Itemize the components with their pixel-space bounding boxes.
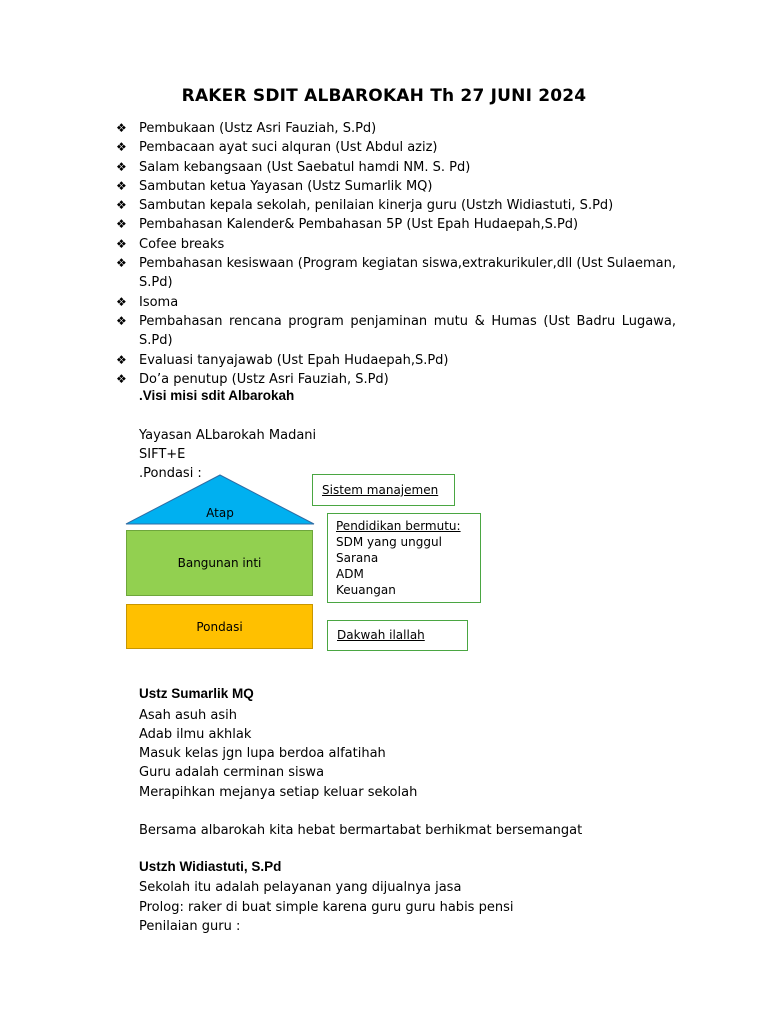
list-item: ❖ Do’a penutup (Ustz Asri Fauziah, S.Pd) [116, 370, 676, 389]
list-item: ❖ Cofee breaks [116, 235, 676, 254]
sumarlik-line: Masuk kelas jgn lupa berdoa alfatihah [139, 746, 386, 761]
diamond-bullet-icon: ❖ [116, 313, 127, 328]
pendidikan-bermutu-box [327, 513, 481, 603]
list-item: ❖ Pembukaan (Ustz Asri Fauziah, S.Pd) [116, 119, 676, 138]
diamond-bullet-icon: ❖ [116, 352, 127, 367]
visi-line: SIFT+E [139, 447, 186, 462]
list-item: ❖ Pembahasan kesiswaan (Program kegiatan siswa,extrakurikuler,dll (Ust Sulaeman, S.Pd) [116, 254, 676, 293]
pendidikan-item: Keuangan [336, 583, 396, 597]
list-item: ❖ Sambutan kepala sekolah, penilaian kinerja guru (Ustzh Widiastuti, S.Pd) [116, 196, 676, 215]
sistem-manajemen-box [312, 474, 455, 506]
diamond-bullet-icon: ❖ [116, 256, 127, 271]
sumarlik-line: Adab ilmu akhlak [139, 727, 252, 742]
sumarlik-line: Merapihkan mejanya setiap keluar sekolah [139, 785, 418, 800]
pondasi-label: Pondasi [196, 619, 243, 634]
dakwah-label: Dakwah ilallah [337, 628, 425, 642]
diamond-bullet-icon: ❖ [116, 121, 127, 135]
list-item: ❖ Isoma [116, 293, 676, 312]
bangunan-inti-label: Bangunan inti [177, 556, 262, 570]
diamond-bullet-icon: ❖ [116, 198, 127, 213]
sumarlik-closing: Bersama albarokah kita hebat bermartabat berhikmat bersemangat [139, 823, 583, 838]
bangunan-inti-box [126, 530, 313, 596]
pendidikan-item: Sarana [336, 551, 379, 565]
pendidikan-item: ADM [336, 567, 364, 581]
list-item: ❖ Sambutan ketua Yayasan (Ustz Sumarlik MQ) [116, 177, 676, 196]
diamond-bullet-icon: ❖ [116, 294, 127, 309]
widiastuti-line: Sekolah itu adalah pelayanan yang dijualnya jasa [139, 880, 462, 895]
atap-label: Atap [206, 506, 234, 520]
widiastuti-heading: Ustzh Widiastuti, S.Pd [139, 859, 282, 874]
dakwah-box [327, 620, 468, 651]
list-item: ❖ Pembacaan ayat suci alquran (Ust Abdul aziz) [116, 138, 676, 157]
pendidikan-item: SDM yang unggul [336, 535, 442, 549]
diamond-bullet-icon: ❖ [116, 159, 127, 174]
diamond-bullet-icon: ❖ [116, 371, 127, 386]
diamond-bullet-icon: ❖ [116, 236, 127, 251]
list-item: ❖ Evaluasi tanyajawab (Ust Epah Hudaepah,S.Pd) [116, 351, 676, 370]
list-item: ❖ Salam kebangsaan (Ust Saebatul hamdi NM. S. Pd) [116, 158, 676, 177]
widiastuti-line: Prolog: raker di buat simple karena guru guru habis pensi [139, 900, 514, 915]
visi-line: Yayasan ALbarokah Madani [139, 428, 317, 443]
list-item: ❖ Pembahasan rencana program penjaminan mutu & Humas (Ust Badru Lugawa, S.Pd) [116, 312, 676, 351]
visi-line: .Pondasi : [139, 466, 202, 481]
document-title: RAKER SDIT ALBAROKAH Th 27 JUNI 2024 [181, 86, 587, 106]
diamond-bullet-icon: ❖ [116, 217, 127, 232]
sumarlik-heading: Ustz Sumarlik MQ [139, 686, 254, 701]
list-item: ❖ Pembahasan Kalender& Pembahasan 5P (Ust Epah Hudaepah,S.Pd) [116, 215, 676, 234]
diamond-bullet-icon: ❖ [116, 178, 127, 193]
pendidikan-title: Pendidikan bermutu: [336, 519, 461, 533]
pondasi-box [126, 604, 313, 649]
agenda-list [116, 119, 676, 389]
visi-heading: .Visi misi sdit Albarokah [139, 388, 295, 403]
sumarlik-line: Asah asuh asih [139, 708, 237, 723]
sistem-manajemen-label: Sistem manajemen [322, 483, 439, 497]
diamond-bullet-icon: ❖ [116, 140, 127, 155]
widiastuti-line: Penilaian guru : [139, 919, 241, 934]
sumarlik-line: Guru adalah cerminan siswa [139, 765, 325, 780]
